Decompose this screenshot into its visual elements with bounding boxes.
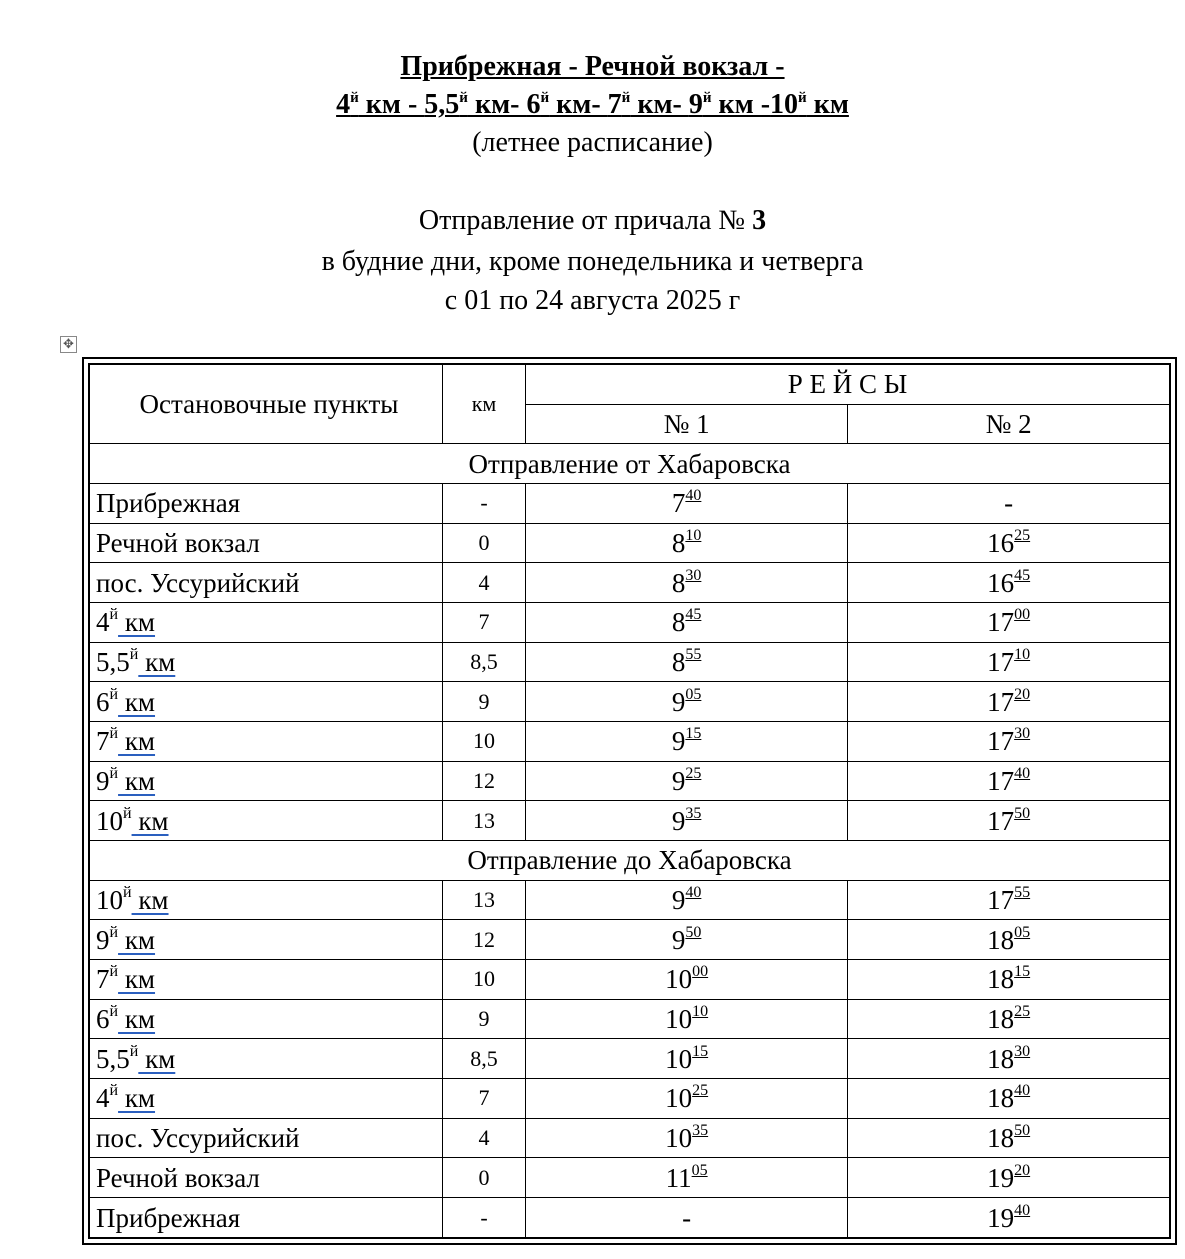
km-cell: 7	[443, 1079, 526, 1119]
time-minutes: 10	[1014, 646, 1031, 664]
time-hour: 9	[671, 686, 686, 717]
time-minutes: 00	[692, 963, 709, 981]
stop-name-tail: км	[118, 607, 156, 638]
trip-1-time	[526, 761, 848, 801]
table-row	[89, 761, 1170, 801]
time-hour: 18	[987, 924, 1015, 955]
stop-name: пос. Уссурийский	[96, 567, 300, 598]
time-hour: 16	[987, 567, 1015, 598]
time-minutes: 30	[1014, 725, 1031, 743]
table-row	[89, 563, 1170, 603]
stop-name: 7	[96, 726, 110, 757]
stop-name-tail: км	[138, 1043, 176, 1074]
stop-name: 4	[96, 607, 110, 638]
table-header-row	[89, 364, 1170, 404]
stop-name: 7	[96, 964, 110, 995]
schedule-table	[88, 363, 1171, 1239]
trip-2-time	[848, 761, 1170, 801]
stop-name-sup: й	[109, 725, 119, 743]
table-row	[89, 523, 1170, 563]
stop-name-sup: й	[129, 1042, 139, 1060]
stop-name-tail: км	[118, 766, 156, 797]
route-title: Прибрежная - Речной вокзал -	[400, 51, 785, 82]
route-stop-base: 10	[770, 89, 799, 120]
stop-name-sup: й	[109, 765, 119, 783]
route-stop-base: 4	[336, 89, 351, 120]
trip-2-time	[848, 920, 1170, 960]
time-minutes: 40	[1014, 765, 1031, 783]
stop-name-cell	[89, 1079, 443, 1119]
stop-name: 5,5	[96, 1043, 130, 1074]
stop-name-sup: й	[109, 923, 119, 941]
stop-name-cell	[89, 603, 443, 643]
time-hour: 18	[987, 1043, 1015, 1074]
stop-name-tail: км	[118, 924, 156, 955]
header-km: км	[443, 364, 526, 444]
section-row	[89, 841, 1170, 881]
time-hour: 18	[987, 1004, 1015, 1035]
km-cell: 8,5	[443, 642, 526, 682]
table-row	[89, 801, 1170, 841]
time-hour: 10	[665, 1123, 693, 1154]
time-minutes: 45	[1014, 566, 1031, 584]
time-hour: 11	[665, 1162, 692, 1193]
time-hour: 10	[665, 1004, 693, 1035]
route-stop-sup: й	[350, 90, 359, 106]
time-minutes: 30	[685, 566, 702, 584]
stop-name: 9	[96, 766, 110, 797]
stop-name: 10	[96, 805, 123, 836]
stop-name-tail: км	[118, 1083, 156, 1114]
stop-name-cell	[89, 642, 443, 682]
time-hour: 10	[665, 1043, 693, 1074]
time-minutes: 20	[1014, 1161, 1031, 1179]
stop-name-cell	[89, 1158, 443, 1198]
trip-1-time	[526, 1079, 848, 1119]
table-row	[89, 1118, 1170, 1158]
route-stop-base: 5,5	[424, 89, 460, 120]
time-minutes: 25	[1014, 1003, 1031, 1021]
trip-1-time	[526, 1118, 848, 1158]
table-row	[89, 960, 1170, 1000]
time-hour: -	[1004, 488, 1014, 519]
stop-name-sup: й	[123, 884, 132, 902]
time-minutes: 10	[692, 1003, 709, 1021]
stop-name: 10	[96, 885, 123, 916]
time-minutes: 35	[685, 804, 702, 822]
stop-name-sup: й	[129, 646, 139, 664]
stop-name-cell	[89, 523, 443, 563]
time-hour: 18	[987, 1123, 1015, 1154]
time-minutes: 25	[692, 1082, 709, 1100]
time-hour: 8	[671, 528, 686, 559]
table-row	[89, 642, 1170, 682]
time-hour: 17	[987, 647, 1015, 678]
table-row	[89, 722, 1170, 762]
trip-2-time	[848, 722, 1170, 762]
km-cell: 13	[443, 801, 526, 841]
time-minutes: 55	[685, 646, 702, 664]
km-cell: 0	[443, 523, 526, 563]
time-minutes: 15	[1014, 963, 1031, 981]
trip-1-time	[526, 920, 848, 960]
season-note: (летнее расписание)	[472, 127, 713, 158]
stop-name-cell	[89, 960, 443, 1000]
trip-2-time	[848, 642, 1170, 682]
time-minutes: 15	[685, 725, 702, 743]
time-minutes: 15	[692, 1042, 709, 1060]
time-minutes: 10	[685, 527, 702, 545]
table-row	[89, 880, 1170, 920]
time-hour: 18	[987, 1083, 1015, 1114]
table-row	[89, 682, 1170, 722]
header-stops: Остановочные пункты	[89, 364, 443, 444]
stop-name: Прибрежная	[96, 1202, 241, 1233]
time-minutes: 50	[1014, 804, 1031, 822]
time-hour: 8	[671, 607, 686, 638]
time-hour: 9	[671, 805, 686, 836]
route-stop-sup: й	[459, 90, 468, 106]
time-hour: 8	[671, 567, 686, 598]
stop-name-tail: км	[118, 1004, 156, 1035]
trip-2-time	[848, 1118, 1170, 1158]
time-minutes: 55	[1014, 884, 1031, 902]
route-stops-title	[0, 88, 1185, 122]
stop-name-cell	[89, 801, 443, 841]
trip-1-time	[526, 722, 848, 762]
time-minutes: 50	[685, 923, 702, 941]
trip-2-time	[848, 484, 1170, 524]
header-trip-2: № 2	[848, 404, 1170, 444]
km-cell: 4	[443, 563, 526, 603]
section-row	[89, 444, 1170, 484]
route-stop-tail: км -	[358, 89, 425, 120]
stop-name: Речной вокзал	[96, 528, 260, 559]
trip-2-time	[848, 603, 1170, 643]
time-hour: 17	[987, 766, 1015, 797]
table-row	[89, 1158, 1170, 1198]
time-minutes: 40	[1014, 1201, 1031, 1219]
header-trip-1: № 1	[526, 404, 848, 444]
route-stop-tail: км-	[630, 89, 689, 120]
time-minutes: 25	[1014, 527, 1031, 545]
trip-2-time	[848, 1158, 1170, 1198]
trip-2-time	[848, 682, 1170, 722]
km-cell: 12	[443, 920, 526, 960]
time-hour: 9	[671, 924, 686, 955]
trip-1-time	[526, 563, 848, 603]
time-hour: 17	[987, 726, 1015, 757]
trip-2-time	[848, 880, 1170, 920]
trip-1-time	[526, 999, 848, 1039]
route-stop-base: 6	[526, 89, 541, 120]
departure-berth	[0, 203, 1185, 239]
stop-name-tail: км	[138, 647, 176, 678]
stop-name-cell	[89, 563, 443, 603]
stop-name: 9	[96, 924, 110, 955]
stop-name-cell	[89, 761, 443, 801]
time-hour: 17	[987, 607, 1015, 638]
time-minutes: 00	[1014, 606, 1031, 624]
time-minutes: 50	[1014, 1122, 1031, 1140]
table-row	[89, 1079, 1170, 1119]
table-row	[89, 1198, 1170, 1238]
trip-2-time	[848, 1198, 1170, 1238]
trip-1-time	[526, 1198, 848, 1238]
stop-name-sup: й	[109, 1082, 119, 1100]
time-hour: 19	[987, 1202, 1015, 1233]
operating-days: в будние дни, кроме понедельника и четверга	[321, 246, 864, 277]
operating-period: с 01 по 24 августа 2025 г	[444, 285, 741, 316]
stop-name-tail: км	[131, 805, 169, 836]
route-stop-sup: й	[798, 90, 807, 106]
section-title: Отправление до Хабаровска	[89, 841, 1170, 881]
km-cell: 4	[443, 1118, 526, 1158]
time-hour: -	[682, 1202, 692, 1233]
trip-1-time	[526, 603, 848, 643]
stop-name-tail: км	[131, 885, 169, 916]
trip-2-time	[848, 1079, 1170, 1119]
stop-name-cell	[89, 920, 443, 960]
stop-name-cell	[89, 484, 443, 524]
trip-1-time	[526, 682, 848, 722]
trip-2-time	[848, 1039, 1170, 1079]
route-stop-tail: км-	[549, 89, 608, 120]
section-title: Отправление от Хабаровска	[89, 444, 1170, 484]
time-minutes: 45	[685, 606, 702, 624]
time-hour: 9	[671, 885, 686, 916]
km-cell: 13	[443, 880, 526, 920]
table-row	[89, 1039, 1170, 1079]
stop-name-cell	[89, 880, 443, 920]
schedule-table-frame	[82, 357, 1177, 1245]
time-minutes: 25	[685, 765, 702, 783]
time-minutes: 20	[1014, 685, 1031, 703]
time-hour: 7	[671, 488, 686, 519]
time-minutes: 40	[1014, 1082, 1031, 1100]
table-row	[89, 999, 1170, 1039]
stop-name-tail: км	[118, 686, 156, 717]
stop-name: 4	[96, 1083, 110, 1114]
table-move-handle-icon[interactable]: ✥	[60, 336, 77, 353]
km-cell: -	[443, 484, 526, 524]
km-cell: 9	[443, 999, 526, 1039]
stop-name-sup: й	[109, 685, 119, 703]
table-row	[89, 484, 1170, 524]
trip-1-time	[526, 523, 848, 563]
trip-2-time	[848, 563, 1170, 603]
km-cell: -	[443, 1198, 526, 1238]
stop-name-sup: й	[109, 606, 119, 624]
km-cell: 10	[443, 722, 526, 762]
time-hour: 17	[987, 805, 1015, 836]
km-cell: 0	[443, 1158, 526, 1198]
time-hour: 10	[665, 964, 693, 995]
trip-2-time	[848, 801, 1170, 841]
stop-name-sup: й	[109, 963, 119, 981]
trip-1-time	[526, 960, 848, 1000]
km-cell: 10	[443, 960, 526, 1000]
time-hour: 17	[987, 686, 1015, 717]
route-stop-tail: км-	[467, 89, 527, 120]
time-minutes: 40	[685, 487, 702, 505]
time-hour: 17	[987, 885, 1015, 916]
km-cell: 7	[443, 603, 526, 643]
stop-name-cell	[89, 999, 443, 1039]
trip-1-time	[526, 484, 848, 524]
trip-2-time	[848, 523, 1170, 563]
km-cell: 9	[443, 682, 526, 722]
time-hour: 16	[987, 528, 1015, 559]
route-stop-base: 7	[607, 89, 622, 120]
route-stop-tail: км -	[711, 89, 771, 120]
stop-name: 6	[96, 686, 110, 717]
stop-name-cell	[89, 1039, 443, 1079]
stop-name-cell	[89, 722, 443, 762]
trip-1-time	[526, 1158, 848, 1198]
trip-2-time	[848, 999, 1170, 1039]
route-stop-sup: й	[621, 90, 631, 106]
time-hour: 10	[665, 1083, 693, 1114]
stop-name-tail: км	[118, 964, 156, 995]
stop-name-cell	[89, 1118, 443, 1158]
table-row	[89, 603, 1170, 643]
stop-name-sup: й	[109, 1003, 119, 1021]
km-cell: 8,5	[443, 1039, 526, 1079]
stop-name: Речной вокзал	[96, 1162, 260, 1193]
time-hour: 18	[987, 964, 1015, 995]
time-hour: 8	[671, 647, 686, 678]
time-hour: 9	[671, 766, 686, 797]
trip-1-time	[526, 1039, 848, 1079]
time-minutes: 05	[685, 685, 702, 703]
trip-1-time	[526, 642, 848, 682]
time-minutes: 30	[1014, 1042, 1031, 1060]
time-minutes: 05	[1014, 923, 1031, 941]
km-cell: 12	[443, 761, 526, 801]
time-hour: 9	[671, 726, 686, 757]
stop-name: Прибрежная	[96, 488, 241, 519]
stop-name-sup: й	[123, 804, 132, 822]
route-stop-tail: км	[806, 89, 849, 120]
time-minutes: 40	[685, 884, 702, 902]
header-trips: Р Е Й С Ы	[526, 364, 1171, 404]
trip-1-time	[526, 880, 848, 920]
table-row	[89, 920, 1170, 960]
time-hour: 19	[987, 1162, 1015, 1193]
stop-name: 5,5	[96, 647, 130, 678]
berth-number: 3	[752, 205, 767, 236]
route-stop-sup: й	[540, 90, 550, 106]
route-stop-sup: й	[702, 90, 712, 106]
stop-name-cell	[89, 682, 443, 722]
stop-name-tail: км	[118, 726, 156, 757]
trip-2-time	[848, 960, 1170, 1000]
departure-prefix: Отправление от причала №	[418, 205, 753, 236]
stop-name-cell	[89, 1198, 443, 1238]
time-minutes: 35	[692, 1122, 709, 1140]
stop-name: 6	[96, 1004, 110, 1035]
route-stop-base: 9	[688, 89, 703, 120]
stop-name: пос. Уссурийский	[96, 1123, 300, 1154]
trip-1-time	[526, 801, 848, 841]
time-minutes: 05	[691, 1161, 708, 1179]
